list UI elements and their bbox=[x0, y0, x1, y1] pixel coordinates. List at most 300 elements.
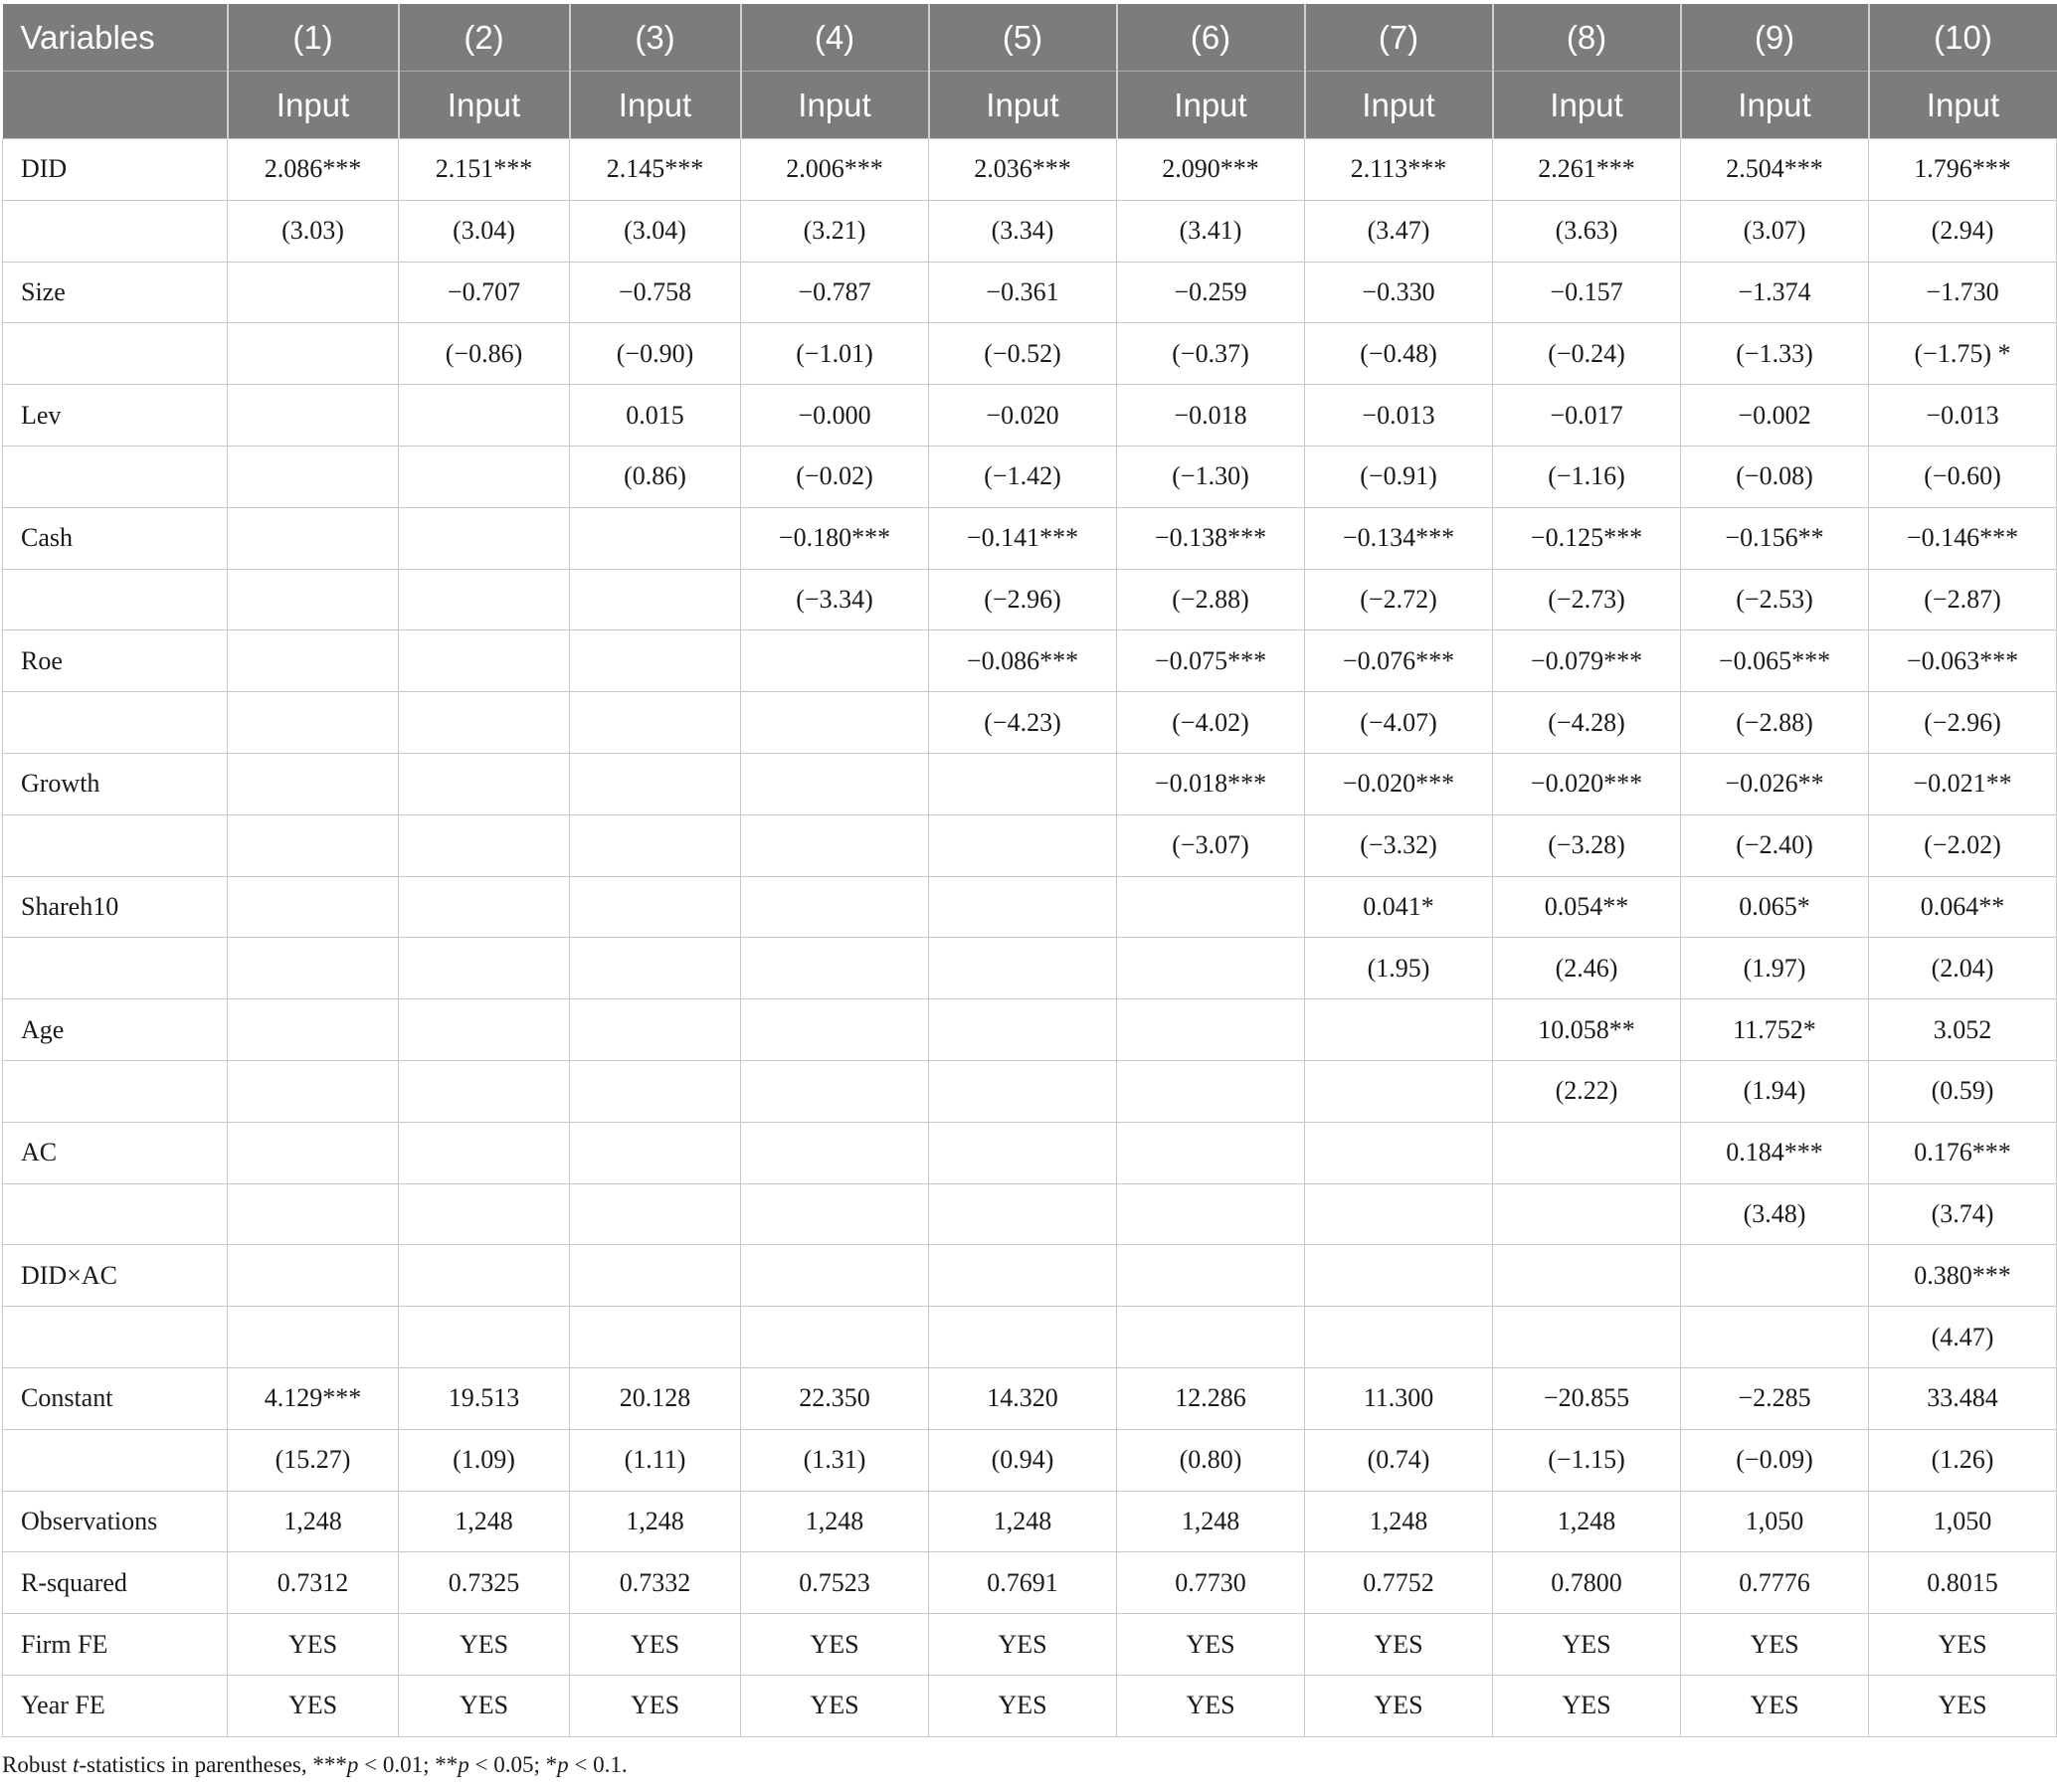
footnote-text: < 0.1. bbox=[568, 1752, 628, 1777]
column-subheader: Input bbox=[1305, 72, 1493, 139]
column-header: (4) bbox=[741, 4, 929, 72]
table-row bbox=[3, 999, 2057, 1061]
table-cell: (−3.34) bbox=[741, 569, 929, 630]
table-cell bbox=[570, 507, 741, 569]
table-cell: YES bbox=[1305, 1614, 1493, 1676]
table-cell: (−0.60) bbox=[1869, 446, 2057, 507]
column-header: (9) bbox=[1681, 4, 1869, 72]
table-cell bbox=[741, 692, 929, 754]
table-cell: (0.80) bbox=[1117, 1429, 1305, 1491]
column-header: (2) bbox=[399, 4, 570, 72]
table-cell: (−1.30) bbox=[1117, 446, 1305, 507]
footnote-p-italic: p bbox=[458, 1752, 469, 1777]
table-cell: −1.730 bbox=[1869, 262, 2057, 323]
table-cell: YES bbox=[1117, 1675, 1305, 1736]
table-row bbox=[3, 200, 2057, 262]
table-cell: 0.7752 bbox=[1305, 1552, 1493, 1614]
table-cell: (0.59) bbox=[1869, 1060, 2057, 1122]
table-cell: (−2.87) bbox=[1869, 569, 2057, 630]
row-label bbox=[3, 692, 228, 754]
table-cell bbox=[228, 262, 399, 323]
table-cell: 1,248 bbox=[228, 1491, 399, 1552]
table-cell bbox=[228, 630, 399, 692]
table-cell: (−2.88) bbox=[1681, 692, 1869, 754]
table-cell bbox=[1117, 1060, 1305, 1122]
table-cell: (−4.07) bbox=[1305, 692, 1493, 754]
table-cell: −0.013 bbox=[1305, 385, 1493, 447]
table-cell: (1.26) bbox=[1869, 1429, 2057, 1491]
table-row bbox=[3, 262, 2057, 323]
table-cell bbox=[570, 876, 741, 938]
table-cell: (4.47) bbox=[1869, 1307, 2057, 1368]
column-header: (3) bbox=[570, 4, 741, 72]
table-cell bbox=[228, 876, 399, 938]
table-cell: (−0.09) bbox=[1681, 1429, 1869, 1491]
table-cell bbox=[570, 1060, 741, 1122]
row-label: DID bbox=[3, 139, 228, 201]
table-cell: 0.064** bbox=[1869, 876, 2057, 938]
table-cell bbox=[399, 876, 570, 938]
footnote-text: < 0.01; ** bbox=[358, 1752, 459, 1777]
variables-header-blank bbox=[3, 72, 228, 139]
table-cell bbox=[570, 569, 741, 630]
footnote-text: -statistics in parentheses, *** bbox=[79, 1752, 347, 1777]
table-cell bbox=[929, 1183, 1117, 1245]
table-cell: 1,050 bbox=[1681, 1491, 1869, 1552]
row-label bbox=[3, 938, 228, 999]
table-cell: −0.079*** bbox=[1493, 630, 1681, 692]
table-cell: 0.7312 bbox=[228, 1552, 399, 1614]
table-cell bbox=[570, 1245, 741, 1307]
footnote-text: Robust bbox=[2, 1752, 73, 1777]
table-cell: 0.7730 bbox=[1117, 1552, 1305, 1614]
row-label bbox=[3, 814, 228, 876]
column-header: (5) bbox=[929, 4, 1117, 72]
table-cell: (−2.53) bbox=[1681, 569, 1869, 630]
table-cell: (−0.48) bbox=[1305, 323, 1493, 385]
table-cell bbox=[570, 1122, 741, 1183]
row-label: DID×AC bbox=[3, 1245, 228, 1307]
table-cell: 0.8015 bbox=[1869, 1552, 2057, 1614]
row-label: Roe bbox=[3, 630, 228, 692]
table-cell bbox=[741, 630, 929, 692]
table-row bbox=[3, 1614, 2057, 1676]
table-cell bbox=[228, 446, 399, 507]
table-cell: 4.129*** bbox=[228, 1367, 399, 1429]
table-row bbox=[3, 1307, 2057, 1368]
table-cell bbox=[228, 938, 399, 999]
table-cell: (−0.24) bbox=[1493, 323, 1681, 385]
table-cell: −0.063*** bbox=[1869, 630, 2057, 692]
row-label bbox=[3, 1429, 228, 1491]
table-cell bbox=[228, 692, 399, 754]
column-header: (8) bbox=[1493, 4, 1681, 72]
table-cell: (3.63) bbox=[1493, 200, 1681, 262]
table-cell: (−1.15) bbox=[1493, 1429, 1681, 1491]
table-cell: 2.504*** bbox=[1681, 139, 1869, 201]
table-row bbox=[3, 139, 2057, 201]
table-cell: 14.320 bbox=[929, 1367, 1117, 1429]
table-cell bbox=[399, 938, 570, 999]
table-cell bbox=[741, 1122, 929, 1183]
table-cell: (−4.23) bbox=[929, 692, 1117, 754]
table-cell: −0.076*** bbox=[1305, 630, 1493, 692]
table-cell bbox=[1117, 876, 1305, 938]
table-cell: (−4.28) bbox=[1493, 692, 1681, 754]
row-label: Size bbox=[3, 262, 228, 323]
table-cell bbox=[741, 1307, 929, 1368]
table-cell: −0.707 bbox=[399, 262, 570, 323]
table-cell: (3.21) bbox=[741, 200, 929, 262]
table-cell bbox=[929, 1122, 1117, 1183]
table-cell: YES bbox=[1681, 1614, 1869, 1676]
table-cell: −0.758 bbox=[570, 262, 741, 323]
table-row bbox=[3, 1367, 2057, 1429]
table-cell: 0.7332 bbox=[570, 1552, 741, 1614]
table-cell bbox=[1493, 1245, 1681, 1307]
table-cell bbox=[1117, 999, 1305, 1061]
table-cell bbox=[570, 814, 741, 876]
table-cell bbox=[929, 938, 1117, 999]
table-cell: (−3.32) bbox=[1305, 814, 1493, 876]
table-cell bbox=[570, 692, 741, 754]
table-cell: (2.22) bbox=[1493, 1060, 1681, 1122]
table-cell: (−0.08) bbox=[1681, 446, 1869, 507]
table-cell bbox=[570, 1183, 741, 1245]
table-cell bbox=[1305, 999, 1493, 1061]
table-cell bbox=[741, 1183, 929, 1245]
table-cell bbox=[228, 1183, 399, 1245]
table-cell bbox=[570, 630, 741, 692]
table-cell: (−1.42) bbox=[929, 446, 1117, 507]
table-cell bbox=[228, 507, 399, 569]
table-cell: YES bbox=[929, 1675, 1117, 1736]
table-cell: 1,248 bbox=[399, 1491, 570, 1552]
table-cell: YES bbox=[399, 1614, 570, 1676]
table-row bbox=[3, 446, 2057, 507]
table-cell: 1.796*** bbox=[1869, 139, 2057, 201]
table-cell: (3.03) bbox=[228, 200, 399, 262]
table-cell: (−0.86) bbox=[399, 323, 570, 385]
table-cell bbox=[1493, 1307, 1681, 1368]
table-cell bbox=[1117, 1122, 1305, 1183]
table-cell: 0.7800 bbox=[1493, 1552, 1681, 1614]
table-cell: 2.151*** bbox=[399, 139, 570, 201]
row-label bbox=[3, 200, 228, 262]
table-cell: (2.94) bbox=[1869, 200, 2057, 262]
table-cell: YES bbox=[1493, 1675, 1681, 1736]
table-row bbox=[3, 1675, 2057, 1736]
row-label bbox=[3, 1060, 228, 1122]
table-cell: (−0.37) bbox=[1117, 323, 1305, 385]
table-cell: 2.090*** bbox=[1117, 139, 1305, 201]
table-cell: (−4.02) bbox=[1117, 692, 1305, 754]
table-cell: 33.484 bbox=[1869, 1367, 2057, 1429]
table-cell: 1,248 bbox=[741, 1491, 929, 1552]
column-header: (1) bbox=[228, 4, 399, 72]
table-cell: YES bbox=[228, 1675, 399, 1736]
table-cell bbox=[929, 753, 1117, 814]
table-cell: YES bbox=[1869, 1675, 2057, 1736]
table-cell bbox=[399, 1060, 570, 1122]
table-cell: 3.052 bbox=[1869, 999, 2057, 1061]
table-cell bbox=[228, 1060, 399, 1122]
table-cell: −0.180*** bbox=[741, 507, 929, 569]
table-cell: 10.058** bbox=[1493, 999, 1681, 1061]
table-cell: (0.74) bbox=[1305, 1429, 1493, 1491]
table-cell bbox=[929, 814, 1117, 876]
table-cell: (3.34) bbox=[929, 200, 1117, 262]
regression-table bbox=[2, 4, 2057, 1737]
footnote-p-italic: p bbox=[346, 1752, 359, 1777]
table-row bbox=[3, 1552, 2057, 1614]
table-cell bbox=[399, 1307, 570, 1368]
row-label bbox=[3, 446, 228, 507]
table-cell bbox=[399, 692, 570, 754]
table-cell bbox=[228, 1122, 399, 1183]
table-cell bbox=[1305, 1060, 1493, 1122]
table-cell bbox=[741, 876, 929, 938]
footnote-t-italic: t bbox=[72, 1752, 80, 1777]
table-cell: YES bbox=[228, 1614, 399, 1676]
table-cell: 11.300 bbox=[1305, 1367, 1493, 1429]
table-cell: YES bbox=[570, 1675, 741, 1736]
table-cell bbox=[1681, 1245, 1869, 1307]
table-cell: 12.286 bbox=[1117, 1367, 1305, 1429]
row-label bbox=[3, 1183, 228, 1245]
table-cell bbox=[228, 1307, 399, 1368]
table-cell bbox=[929, 1307, 1117, 1368]
table-cell bbox=[399, 753, 570, 814]
row-label: Lev bbox=[3, 385, 228, 447]
row-label bbox=[3, 569, 228, 630]
table-cell bbox=[929, 876, 1117, 938]
table-cell: (1.09) bbox=[399, 1429, 570, 1491]
table-row bbox=[3, 323, 2057, 385]
table-cell: −0.156** bbox=[1681, 507, 1869, 569]
table-cell: YES bbox=[1117, 1614, 1305, 1676]
table-cell: (−0.91) bbox=[1305, 446, 1493, 507]
table-cell: 0.7523 bbox=[741, 1552, 929, 1614]
table-cell bbox=[570, 1307, 741, 1368]
table-cell: YES bbox=[1681, 1675, 1869, 1736]
table-cell: −0.075*** bbox=[1117, 630, 1305, 692]
row-label: Age bbox=[3, 999, 228, 1061]
table-cell: 0.7325 bbox=[399, 1552, 570, 1614]
table-cell bbox=[1117, 1307, 1305, 1368]
table-row bbox=[3, 1429, 2057, 1491]
table-cell bbox=[741, 938, 929, 999]
table-row bbox=[3, 1183, 2057, 1245]
table-cell: 1,050 bbox=[1869, 1491, 2057, 1552]
table-cell: 2.261*** bbox=[1493, 139, 1681, 201]
column-subheader: Input bbox=[1493, 72, 1681, 139]
table-cell: (−0.52) bbox=[929, 323, 1117, 385]
table-cell: (−1.16) bbox=[1493, 446, 1681, 507]
row-label: Year FE bbox=[3, 1675, 228, 1736]
table-cell: (3.04) bbox=[570, 200, 741, 262]
table-row bbox=[3, 507, 2057, 569]
table-cell: −0.125*** bbox=[1493, 507, 1681, 569]
table-cell: 2.006*** bbox=[741, 139, 929, 201]
table-row bbox=[3, 1122, 2057, 1183]
column-header: (7) bbox=[1305, 4, 1493, 72]
table-cell: (−2.96) bbox=[929, 569, 1117, 630]
table-cell: YES bbox=[1869, 1614, 2057, 1676]
table-cell: (0.86) bbox=[570, 446, 741, 507]
table-cell: (−1.01) bbox=[741, 323, 929, 385]
table-cell bbox=[228, 753, 399, 814]
table-cell bbox=[228, 569, 399, 630]
column-subheader: Input bbox=[228, 72, 399, 139]
column-subheader: Input bbox=[1117, 72, 1305, 139]
table-cell: (−2.88) bbox=[1117, 569, 1305, 630]
table-cell bbox=[741, 1245, 929, 1307]
table-cell: −20.855 bbox=[1493, 1367, 1681, 1429]
table-cell: (−3.07) bbox=[1117, 814, 1305, 876]
table-cell: (−2.02) bbox=[1869, 814, 2057, 876]
row-label: Firm FE bbox=[3, 1614, 228, 1676]
table-cell: (3.41) bbox=[1117, 200, 1305, 262]
table-cell: −0.134*** bbox=[1305, 507, 1493, 569]
table-cell bbox=[399, 999, 570, 1061]
table-cell: 0.176*** bbox=[1869, 1122, 2057, 1183]
table-cell: −0.002 bbox=[1681, 385, 1869, 447]
row-label: Cash bbox=[3, 507, 228, 569]
table-cell: (−2.73) bbox=[1493, 569, 1681, 630]
table-cell: 22.350 bbox=[741, 1367, 929, 1429]
column-header: (6) bbox=[1117, 4, 1305, 72]
table-cell: (−2.96) bbox=[1869, 692, 2057, 754]
table-cell: −0.020*** bbox=[1305, 753, 1493, 814]
row-label bbox=[3, 323, 228, 385]
table-cell: −0.361 bbox=[929, 262, 1117, 323]
header-row-columns bbox=[3, 4, 2057, 72]
table-cell bbox=[399, 569, 570, 630]
table-cell: (−3.28) bbox=[1493, 814, 1681, 876]
table-cell: −0.013 bbox=[1869, 385, 2057, 447]
table-cell: 2.113*** bbox=[1305, 139, 1493, 201]
table-cell: −0.065*** bbox=[1681, 630, 1869, 692]
table-cell: 1,248 bbox=[929, 1491, 1117, 1552]
table-cell: 1,248 bbox=[1305, 1491, 1493, 1552]
table-cell: −0.157 bbox=[1493, 262, 1681, 323]
table-cell: (1.31) bbox=[741, 1429, 929, 1491]
table-cell: (3.07) bbox=[1681, 200, 1869, 262]
table-cell: (1.97) bbox=[1681, 938, 1869, 999]
table-cell bbox=[1305, 1245, 1493, 1307]
table-cell bbox=[929, 1245, 1117, 1307]
table-cell: −0.018*** bbox=[1117, 753, 1305, 814]
row-label: AC bbox=[3, 1122, 228, 1183]
table-cell: −0.020 bbox=[929, 385, 1117, 447]
column-header: (10) bbox=[1869, 4, 2057, 72]
table-cell bbox=[399, 1122, 570, 1183]
table-cell bbox=[1117, 1183, 1305, 1245]
table-cell: (−0.02) bbox=[741, 446, 929, 507]
table-row bbox=[3, 1060, 2057, 1122]
table-cell bbox=[570, 753, 741, 814]
table-cell: 0.380*** bbox=[1869, 1245, 2057, 1307]
row-label: Constant bbox=[3, 1367, 228, 1429]
table-body bbox=[3, 139, 2057, 1737]
table-cell bbox=[741, 753, 929, 814]
table-row bbox=[3, 692, 2057, 754]
table-cell: (2.04) bbox=[1869, 938, 2057, 999]
table-cell: 0.041* bbox=[1305, 876, 1493, 938]
row-label bbox=[3, 1307, 228, 1368]
table-cell: (1.11) bbox=[570, 1429, 741, 1491]
table-cell: −0.017 bbox=[1493, 385, 1681, 447]
table-cell bbox=[399, 1183, 570, 1245]
table-cell: 1,248 bbox=[570, 1491, 741, 1552]
table-cell: YES bbox=[399, 1675, 570, 1736]
table-cell: −1.374 bbox=[1681, 262, 1869, 323]
table-cell: YES bbox=[570, 1614, 741, 1676]
table-row bbox=[3, 938, 2057, 999]
table-cell bbox=[741, 999, 929, 1061]
table-row bbox=[3, 630, 2057, 692]
table-cell: −0.026** bbox=[1681, 753, 1869, 814]
column-subheader: Input bbox=[570, 72, 741, 139]
table-cell: (15.27) bbox=[228, 1429, 399, 1491]
column-subheader: Input bbox=[929, 72, 1117, 139]
column-subheader: Input bbox=[741, 72, 929, 139]
table-cell bbox=[399, 446, 570, 507]
table-cell: −0.259 bbox=[1117, 262, 1305, 323]
table-cell bbox=[228, 1245, 399, 1307]
row-label: Shareh10 bbox=[3, 876, 228, 938]
table-cell bbox=[570, 999, 741, 1061]
table-cell: (3.47) bbox=[1305, 200, 1493, 262]
table-footnote bbox=[2, 1752, 628, 1778]
table-cell: 0.184*** bbox=[1681, 1122, 1869, 1183]
table-cell: 2.036*** bbox=[929, 139, 1117, 201]
table-cell: 20.128 bbox=[570, 1367, 741, 1429]
table-cell: YES bbox=[741, 1614, 929, 1676]
table-cell: YES bbox=[741, 1675, 929, 1736]
table-row bbox=[3, 753, 2057, 814]
table-cell: (1.94) bbox=[1681, 1060, 1869, 1122]
table-cell: 0.015 bbox=[570, 385, 741, 447]
table-row bbox=[3, 876, 2057, 938]
table-cell bbox=[399, 507, 570, 569]
table-cell: 0.7776 bbox=[1681, 1552, 1869, 1614]
table-cell: (2.46) bbox=[1493, 938, 1681, 999]
table-cell bbox=[228, 814, 399, 876]
table-cell: YES bbox=[929, 1614, 1117, 1676]
table-cell: 1,248 bbox=[1117, 1491, 1305, 1552]
table-row bbox=[3, 569, 2057, 630]
table-cell: −0.000 bbox=[741, 385, 929, 447]
table-cell bbox=[929, 1060, 1117, 1122]
table-cell: −2.285 bbox=[1681, 1367, 1869, 1429]
table-cell: (−0.90) bbox=[570, 323, 741, 385]
table-cell: 0.054** bbox=[1493, 876, 1681, 938]
table-cell bbox=[570, 938, 741, 999]
table-cell bbox=[399, 385, 570, 447]
column-subheader: Input bbox=[1869, 72, 2057, 139]
table-cell bbox=[399, 814, 570, 876]
table-cell: (−1.33) bbox=[1681, 323, 1869, 385]
table-cell bbox=[228, 323, 399, 385]
table-cell bbox=[399, 1245, 570, 1307]
header-row-subheaders bbox=[3, 72, 2057, 139]
table-cell bbox=[1681, 1307, 1869, 1368]
row-label: Observations bbox=[3, 1491, 228, 1552]
table-cell bbox=[1305, 1122, 1493, 1183]
table-cell: −0.330 bbox=[1305, 262, 1493, 323]
